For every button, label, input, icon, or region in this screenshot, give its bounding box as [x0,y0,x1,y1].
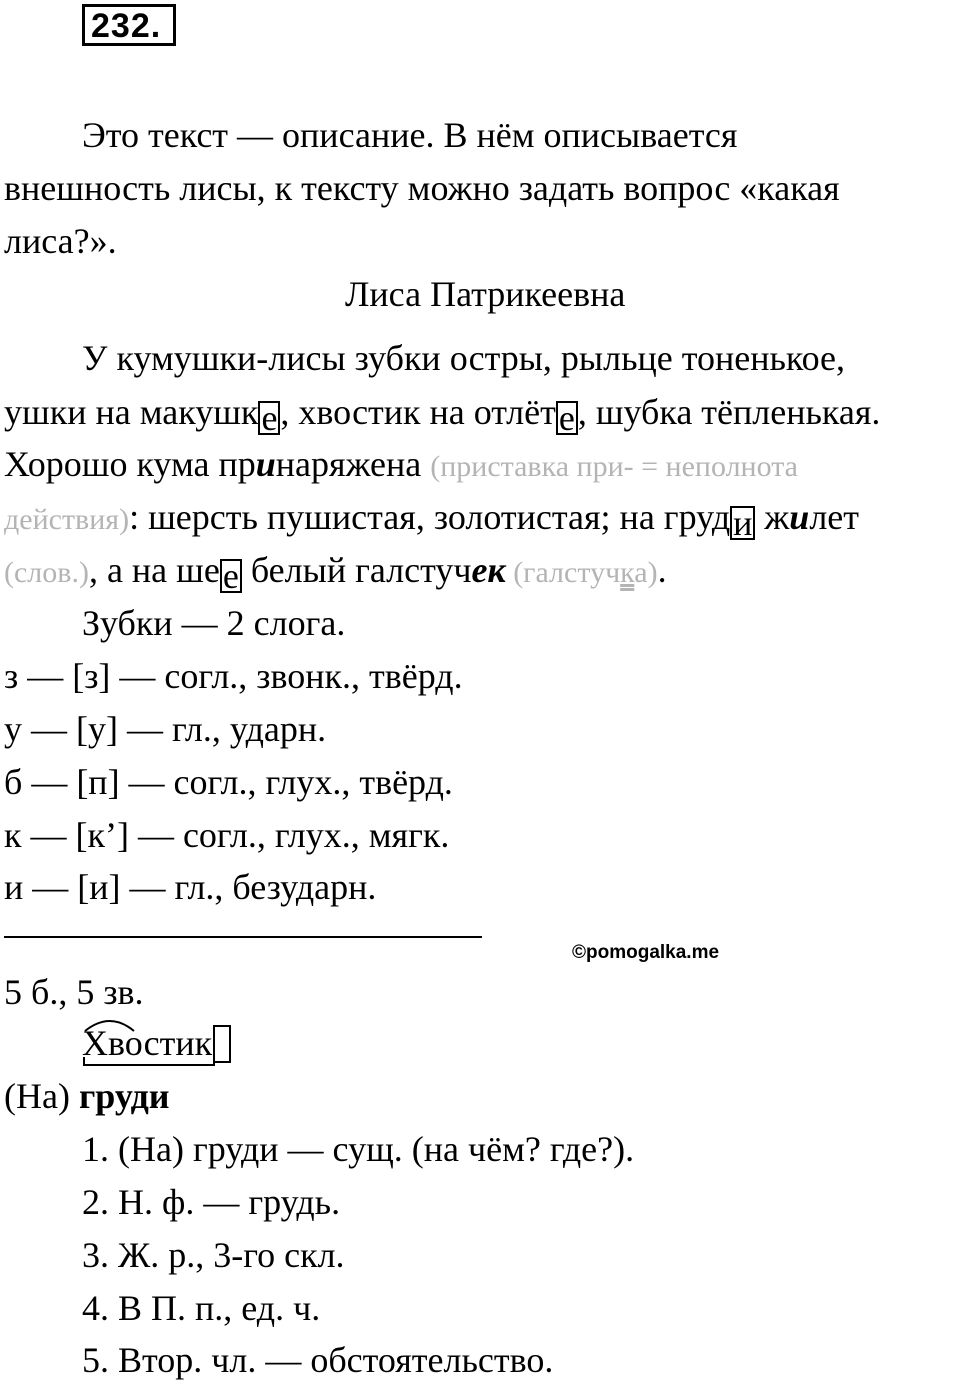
story-line-5: (слов.), а на шее белый галстучек (галстучка). [4,550,667,596]
analysis-item: 4. В П. п., ед. ч. [82,1288,321,1328]
analysis-item: 3. Ж. р., 3-го скл. [82,1235,345,1275]
ending-box: е [258,401,280,435]
phonetic-row: з — [з] — согл., звонк., твёрд. [4,656,463,696]
morpheme-marks [82,1015,232,1065]
ending-box: е [556,401,578,435]
analysis-item: 1. (На) груди — сущ. (на чём? где?). [82,1129,635,1169]
grammar-note: действия) [4,503,130,536]
morpheme-word [82,1025,231,1063]
grammar-note: (приставка при- = неполнота [430,450,798,483]
syllable-count: Зубки — 2 слога. [82,603,346,643]
morpheme-analysis: Хвостик [82,1025,231,1063]
story-line-3: Хорошо кума принаряжена (приставка при- = неполнота [4,444,798,484]
story-line-2: ушки на макушке, хвостик на отлёте, шубка тёпленькая. [4,392,881,438]
phonetic-row: к — [к’] — согл., глух., мягк. [4,815,450,855]
grammar-note: (слов.) [4,556,89,589]
intro-line-3: лиса?». [4,221,117,261]
analysis-heading: (На) груди [4,1076,170,1116]
intro-line-2: внешность лисы, к тексту можно задать вопрос «какая [4,168,840,208]
highlighted-letters: ек [471,550,506,590]
analysis-item: 2. Н. ф. — грудь. [82,1182,341,1222]
story-title: Лиса Патрикеевна [345,274,626,314]
task-number: 232. [82,4,176,46]
phonetic-row: и — [и] — гл., безударн. [4,867,377,907]
letters-sounds-summary: 5 б., 5 зв. [4,972,144,1012]
highlighted-letter: и [255,444,276,484]
ending-box: и [730,506,755,540]
story-line-1: У кумушки-лисы зубки остры, рыльце тоненькое, [82,338,846,378]
divider [4,936,482,938]
phonetic-row: б — [п] — согл., глух., твёрд. [4,762,453,802]
phonetic-row: у — [у] — гл., ударн. [4,709,327,749]
analysis-item: 5. Втор. чл. — обстоятельство. [82,1340,554,1380]
story-line-4: действия): шерсть пушистая, золотистая; на груди жилет [4,497,860,543]
grammar-note: (галстучка) [505,556,658,589]
ending-box: е [220,559,242,593]
highlighted-letter: и [789,497,810,537]
watermark: ©pomogalka.me [572,942,720,963]
intro-line-1: Это текст — описание. В нём описывается [82,115,738,155]
